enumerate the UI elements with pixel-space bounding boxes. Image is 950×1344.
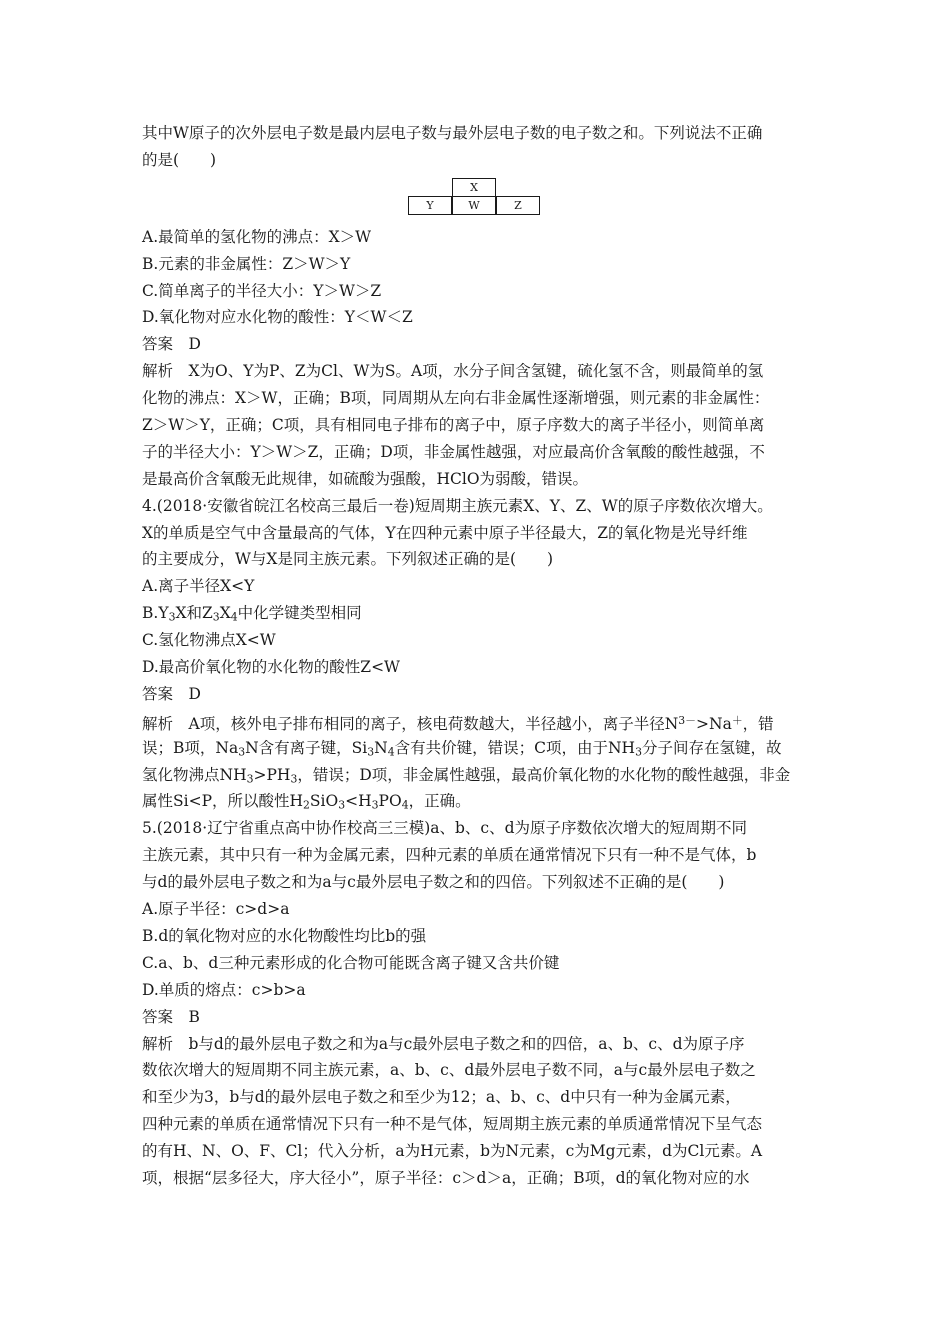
q5-analysis-line-2: 数依次增大的短周期不同主族元素，a、b、c、d最外层电子数不同，a与c最外层电子数之 bbox=[142, 1061, 756, 1080]
subscript: 4 bbox=[387, 745, 395, 759]
periodic-table-fragment bbox=[142, 174, 818, 224]
q4-analysis-text: >Na bbox=[696, 714, 732, 733]
subscript: 2 bbox=[303, 799, 310, 813]
superscript: 3－ bbox=[678, 713, 697, 727]
subscript: 4 bbox=[230, 610, 238, 624]
q4-analysis-text: ，错误；D项，非金属性越强，最高价氧化物的水化物的酸性越强，非金 bbox=[297, 765, 791, 784]
q5-option-d: D.单质的熔点：c>b>a bbox=[142, 980, 306, 999]
q3-option-c: C.简单离子的半径大小：Y＞W＞Z bbox=[142, 281, 382, 300]
q4-option-b-text: 中化学键类型相同 bbox=[237, 604, 362, 623]
subscript: 3 bbox=[371, 799, 379, 813]
q3-option-b: B.元素的非金属性：Z＞W＞Y bbox=[142, 254, 351, 273]
q4-analysis-text: <H bbox=[345, 792, 372, 811]
q4-analysis-text: 氢化物沸点NH bbox=[142, 765, 247, 784]
table-cell-z: Z bbox=[496, 196, 540, 215]
q3-stem-line-1: 其中W原子的次外层电子数是最内层电子数与最外层电子数的电子数之和。下列说法不正确 bbox=[142, 124, 763, 142]
q4-analysis-text: N含有离子键，Si bbox=[245, 738, 368, 757]
q4-analysis-text: ，错 bbox=[742, 714, 774, 733]
subscript: 3 bbox=[238, 745, 246, 759]
q5-option-a: A.原子半径：c>d>a bbox=[142, 900, 290, 919]
q4-option-b bbox=[142, 600, 818, 627]
q5-stem-line-2: 主族元素，其中只有一种为金属元素，四种元素的单质在通常情况下只有一种不是气体，b bbox=[142, 846, 757, 865]
q4-analysis-line-1 bbox=[142, 708, 818, 735]
document-page bbox=[142, 120, 818, 1192]
q5-option-b: B.d的氧化物对应的水化物酸性均比b的强 bbox=[142, 926, 427, 945]
q4-analysis-line-4 bbox=[142, 788, 818, 815]
q3-analysis-line-5: 是最高价含氧酸无此规律，如硫酸为强酸，HClO为弱酸，错误。 bbox=[142, 469, 589, 488]
q4-analysis-line-2 bbox=[142, 735, 818, 762]
q5-analysis-line-6: 项，根据“层多径大，序大径小”，原子半径：c＞d＞a，正确；B项，d的氧化物对应的水 bbox=[142, 1168, 750, 1187]
q3-analysis-line-2: 化物的沸点：X＞W，正确；B项，同周期从左向右非金属性逐渐增强，则元素的非金属性： bbox=[142, 389, 770, 408]
q5-analysis-line-4: 四种元素的单质在通常情况下只有一种不是气体，短周期主族元素的单质通常情况下呈气态 bbox=[142, 1115, 763, 1134]
q3-answer: 答案 D bbox=[142, 335, 201, 354]
q5-analysis-line-5: 的有H、N、O、F、Cl；代入分析，a为H元素，b为N元素，c为Mg元素，d为Cl元素。A bbox=[142, 1142, 763, 1161]
q4-analysis-text: N bbox=[374, 738, 388, 757]
subscript: 3 bbox=[367, 745, 375, 759]
q4-option-a: A.离子半径X<Y bbox=[142, 577, 255, 596]
q4-analysis-text: ，正确。 bbox=[408, 792, 471, 811]
q5-stem-line-3: 与d的最外层电子数之和为a与c最外层电子数之和的四倍。下列叙述不正确的是( ) bbox=[142, 873, 725, 892]
subscript: 3 bbox=[338, 799, 346, 813]
q4-analysis-text: SiO bbox=[309, 792, 339, 811]
q4-option-d: D.最高价氧化物的水化物的酸性Z<W bbox=[142, 658, 400, 677]
subscript: 3 bbox=[246, 772, 254, 786]
table-cell-x: X bbox=[452, 178, 496, 197]
q5-analysis-line-1: 解析 b与d的最外层电子数之和为a与c最外层电子数之和的四倍，a、b、c、d为原子序 bbox=[142, 1034, 745, 1053]
table-cell-w: W bbox=[452, 196, 496, 215]
subscript: 4 bbox=[401, 799, 409, 813]
q4-option-c: C.氢化物沸点X<W bbox=[142, 631, 276, 650]
q4-analysis-text: 属性Si<P，所以酸性H bbox=[142, 792, 304, 811]
q4-answer: 答案 D bbox=[142, 684, 201, 703]
q4-analysis-text: 解析 A项，核外电子排布相同的离子，核电荷数越大，半径越小，离子半径N bbox=[142, 714, 679, 733]
q5-analysis-line-3: 和至少为3，b与d的最外层电子数之和至少为12；a、b、c、d中只有一种为金属元素， bbox=[142, 1088, 741, 1107]
element-position-table bbox=[408, 178, 540, 214]
q5-stem-line-1: 5.(2018·辽宁省重点高中协作校高三三模)a、b、c、d为原子序数依次增大的短周期不同 bbox=[142, 819, 748, 838]
q3-option-d: D.氧化物对应水化物的酸性：Y＜W＜Z bbox=[142, 308, 413, 327]
q3-analysis-line-4: 子的半径大小：Y＞W＞Z，正确；D项，非金属性越强，对应最高价含氧酸的酸性越强，不 bbox=[142, 442, 765, 461]
subscript: 3 bbox=[635, 745, 642, 759]
subscript: 3 bbox=[212, 610, 220, 624]
subscript: 3 bbox=[168, 610, 176, 624]
q4-analysis-text: 误；B项，Na bbox=[142, 738, 239, 757]
superscript: ＋ bbox=[731, 713, 743, 727]
q4-stem-line-2: X的单质是空气中含量最高的气体，Y在四种元素中原子半径最大，Z的氧化物是光导纤维 bbox=[142, 523, 748, 542]
q4-stem-line-3: 的主要成分，W与X是同主族元素。下列叙述正确的是( ) bbox=[142, 550, 554, 569]
q4-analysis-line-3 bbox=[142, 762, 818, 789]
q4-analysis-text: PO bbox=[378, 792, 402, 811]
q3-stem-line-2: 的是( ) bbox=[142, 150, 217, 169]
q4-analysis-text: 含有共价键，错误；C项，由于NH bbox=[394, 738, 636, 757]
q4-analysis-text: >PH bbox=[253, 765, 291, 784]
q3-option-a: A.最简单的氢化物的沸点：X＞W bbox=[142, 227, 372, 246]
table-cell-y: Y bbox=[408, 196, 452, 215]
q5-answer: 答案 B bbox=[142, 1007, 200, 1026]
q4-option-b-text: X bbox=[219, 604, 231, 623]
q4-option-b-text: B.Y bbox=[142, 604, 169, 623]
q4-analysis-text: 分子间存在氢键，故 bbox=[641, 738, 782, 757]
subscript: 3 bbox=[290, 772, 298, 786]
q3-analysis-line-1: 解析 X为O、Y为P、Z为Cl、W为S。A项，水分子间含氢键，硫化氢不含，则最简单的氢 bbox=[142, 362, 764, 381]
q3-analysis-line-3: Z＞W＞Y，正确；C项，具有相同电子排布的离子中，原子序数大的离子半径小，则简单离 bbox=[142, 416, 765, 435]
q4-option-b-text: X和Z bbox=[175, 604, 213, 623]
q5-option-c: C.a、b、d三种元素形成的化合物可能既含离子键又含共价键 bbox=[142, 953, 560, 972]
q4-stem-line-1: 4.(2018·安徽省皖江名校高三最后一卷)短周期主族元素X、Y、Z、W的原子序数依次增大。 bbox=[142, 496, 773, 515]
